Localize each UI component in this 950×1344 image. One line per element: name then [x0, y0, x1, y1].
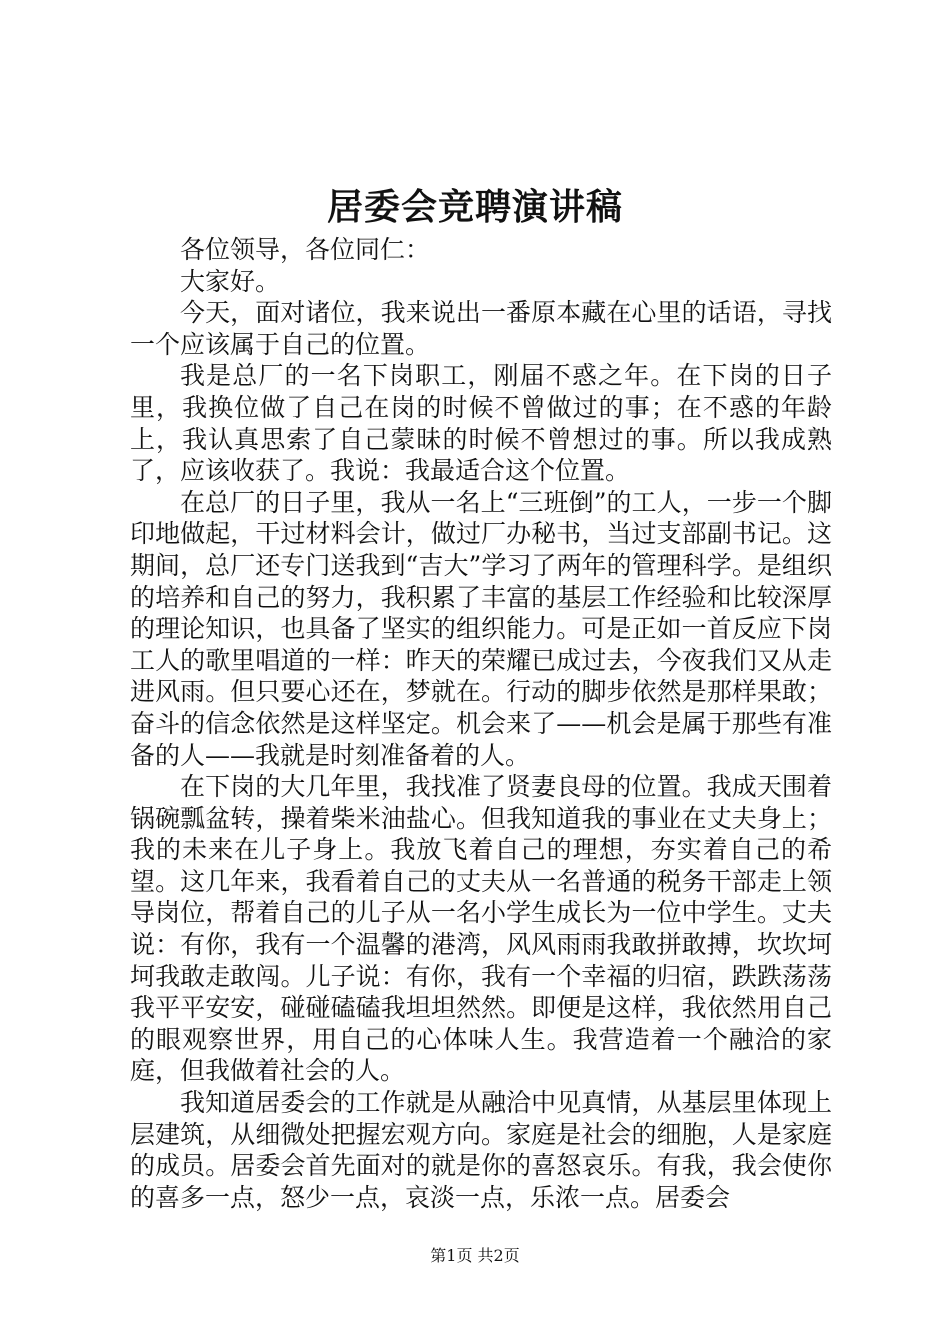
greeting-paragraph: 大家好。	[180, 266, 281, 296]
document-title: 居委会竞聘演讲稿	[326, 186, 623, 228]
body-paragraph: 在下岗的大几年里，我找准了贤妻良母的位置。我成天围着锅碗瓢盆转，操着柴米油盐心。但我知道我的事业在丈夫身上；我的未来在儿子身上。我放飞着自己的理想，夯实着自己的希望。这几年来，我看着自己的丈夫从一名普通的税务干部走上领导岗位，帮着自己的儿子从一名小学生成长为一位中学生。丈夫说：有你，我有一个温馨的港湾，风风雨雨我敢拼敢搏，坎坎坷坷我敢走敢闯。儿子说：有你，我有一个幸福的归宿，跌跌荡荡我平平安安，碰碰磕磕我坦坦然然。即便是这样，我依然用自己的眼观察世界，用自己的心体味人生。我营造着一个融洽的家庭，但我做着社会的人。	[130, 772, 832, 1086]
body-paragraph: 今天，面对诸位，我来说出一番原本藏在心里的话语，寻找一个应该属于自己的位置。	[130, 298, 832, 359]
page-number-footer: 第1页 共2页	[430, 1246, 520, 1265]
body-paragraph: 我知道居委会的工作就是从融洽中见真情，从基层里体现上层建筑，从细微处把握宏观方向。家庭是社会的细胞，人是家庭的成员。居委会首先面对的就是你的喜怒哀乐。有我，我会使你的喜多一点，怒少一点，哀淡一点，乐浓一点。居委会	[130, 1088, 832, 1212]
body-paragraph: 在总厂的日子里，我从一名上“三班倒”的工人，一步一个脚印地做起，干过材料会计，做过厂办秘书，当过支部副书记。这期间，总厂还专门送我到“吉大”学习了两年的管理科学。是组织的培养和自己的努力，我积累了丰富的基层工作经验和比较深厚的理论知识，也具备了坚实的组织能力。可是正如一首反应下岗工人的歌里唱道的一样：昨天的荣耀已成过去，今夜我们又从走进风雨。但只要心还在，梦就在。行动的脚步依然是那样果敢；奋斗的信念依然是这样坚定。机会来了——机会是属于那些有准备的人——我就是时刻准备着的人。	[130, 487, 832, 770]
body-paragraph: 我是总厂的一名下岗职工，刚届不惑之年。在下岗的日子里，我换位做了自己在岗的时候不曾做过的事；在不惑的年龄上，我认真思索了自己蒙昧的时候不曾想过的事。所以我成熟了，应该收获了。我说：我最适合这个位置。	[130, 361, 832, 486]
salutation-paragraph: 各位领导，各位同仁：	[180, 235, 431, 264]
document-body	[130, 234, 832, 1213]
